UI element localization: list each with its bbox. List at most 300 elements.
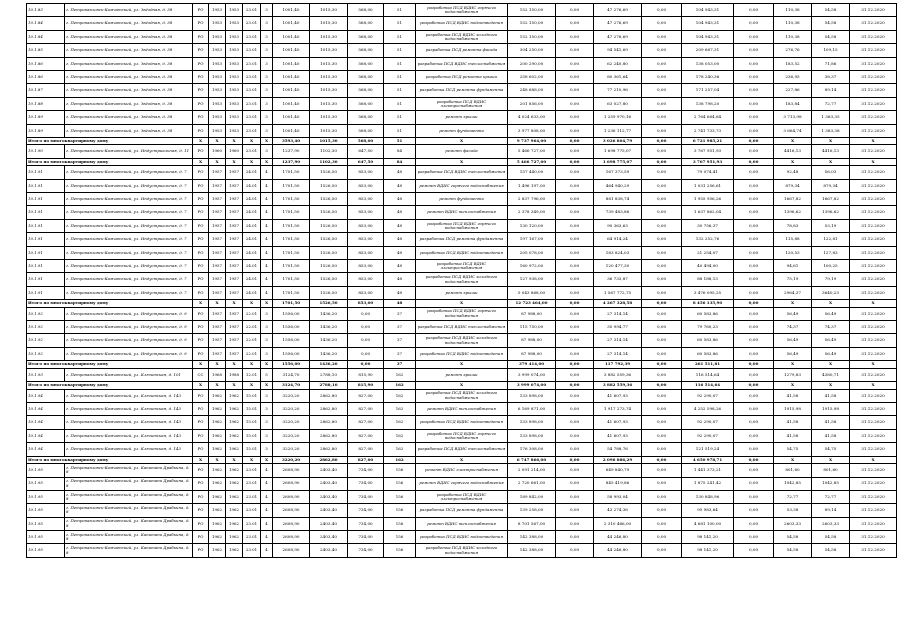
row-number: 10.1.92	[27, 321, 65, 334]
row-number: 10.1.89	[27, 111, 65, 124]
wall-material: РО	[193, 246, 209, 259]
total-label: Итого по многоквартирному дому	[27, 382, 193, 390]
cost-local: 0,00	[642, 490, 682, 503]
unit-cost: 276,76	[774, 44, 812, 57]
empty-x-mark: X	[850, 158, 897, 166]
completion-date: 31.12.2020	[850, 219, 897, 232]
owned-area: 568,00	[348, 4, 384, 17]
build-year: 1957	[209, 321, 226, 334]
total-area: 1701,50	[273, 193, 310, 206]
cost-regional: 44 246,80	[594, 544, 642, 557]
cost-owners: 3 767 951,93	[682, 145, 734, 158]
unit-cost: 227,86	[774, 84, 812, 97]
empty-x-mark: X	[243, 300, 261, 308]
empty-x-mark: X	[243, 158, 261, 166]
floors: 23.01	[243, 17, 261, 30]
table-row	[27, 179, 897, 192]
total-area: 3220,20	[273, 403, 310, 416]
row-number: 10.1.94	[27, 443, 65, 456]
cost-local: 0,00	[642, 233, 682, 246]
cost-owners: 98 141,20	[682, 544, 734, 557]
wall-material: РО	[193, 273, 209, 286]
overhaul-year: 1957	[226, 233, 243, 246]
cost-local: 0,00	[642, 57, 682, 70]
cost-local: 0,00	[642, 382, 682, 390]
living-area: 1436,20	[310, 321, 348, 334]
unit-cost: 236,95	[774, 70, 812, 83]
completion-date: 31.12.2020	[850, 443, 897, 456]
residents: 37	[384, 321, 416, 334]
empty-x-mark: X	[209, 158, 226, 166]
living-area: 1526,50	[310, 246, 348, 259]
cost-local: 0,00	[642, 456, 682, 464]
table-row	[27, 246, 897, 259]
cost-regional: 41 607,93	[594, 416, 642, 429]
living-area: 1102,30	[310, 145, 348, 158]
unit-cost: 110,38	[774, 17, 812, 30]
cost-regional: 64 914,24	[594, 233, 642, 246]
completion-date: 31.12.2020	[850, 403, 897, 416]
cost-total: 176 308,00	[508, 443, 556, 456]
entrances: 4	[261, 193, 273, 206]
wall-material: РО	[193, 260, 209, 273]
wall-material: РО	[193, 531, 209, 544]
cost-regional: 167 373,59	[594, 166, 642, 179]
cost-other: 0,00	[734, 70, 774, 83]
work-type: ремонт крыши	[416, 368, 508, 381]
capital-repair-table	[26, 3, 896, 558]
entrances: 3	[261, 30, 273, 43]
max-unit-cost: 4380,71	[812, 368, 850, 381]
cost-regional: 739 483,86	[594, 206, 642, 219]
cost-other: 0,00	[734, 544, 774, 557]
row-number: 10.1.95	[27, 477, 65, 490]
cost-other: 0,00	[734, 334, 774, 347]
wall-material: РО	[193, 464, 209, 477]
cost-owners: 60 583,86	[682, 347, 734, 360]
completion-date: 31.12.2020	[850, 416, 897, 429]
residents: 48	[384, 286, 416, 299]
cost-regional: 3 882 559,36	[594, 368, 642, 381]
living-area: 1015,30	[310, 57, 348, 70]
cost-regional: 27 314,14	[594, 334, 642, 347]
empty-x-mark: X	[774, 382, 812, 390]
build-year: 1953	[209, 97, 226, 110]
floors: 23.01	[243, 70, 261, 83]
max-unit-cost: 127,83	[812, 246, 850, 259]
residents: 162	[384, 416, 416, 429]
wall-material: РО	[193, 17, 209, 30]
completion-date: 31.12.2020	[850, 504, 897, 517]
max-unit-cost: 879,34	[812, 179, 850, 192]
cost-regional: 117 792,39	[594, 361, 642, 369]
wall-material: РО	[193, 111, 209, 124]
overhaul-year: 1957	[226, 219, 243, 232]
wall-material: РО	[193, 124, 209, 137]
total-area: 2608,90	[273, 531, 310, 544]
work-type: ремонт ВДИС теплоснабжения	[416, 403, 508, 416]
cost-federal: 0,00	[556, 389, 594, 402]
floors: 23.01	[243, 30, 261, 43]
cost-federal: 0,00	[556, 70, 594, 83]
completion-date: 31.12.2020	[850, 307, 897, 320]
empty-x-mark: X	[774, 137, 812, 145]
work-type: разработка ПСД ВДИС водоотведения	[416, 246, 508, 259]
cost-total: 2 720 661,00	[508, 477, 556, 490]
build-year: 1962	[209, 464, 226, 477]
total-area: 2608,90	[273, 464, 310, 477]
entrances: 4	[261, 179, 273, 192]
cost-owners: 171 257,04	[682, 84, 734, 97]
row-number: 10.1.87	[27, 84, 65, 97]
max-unit-cost: 54,58	[812, 30, 850, 43]
row-number: 10.1.95	[27, 464, 65, 477]
cost-total: 197 167,00	[508, 233, 556, 246]
residents: 48	[384, 260, 416, 273]
empty-x-mark: X	[850, 456, 897, 464]
house-address: г. Петропавловск-Камчатский, ул. Индустриальная, д. 7	[65, 233, 193, 246]
cost-regional: 63 027,80	[594, 97, 642, 110]
cost-owners: 4 650 978,71	[682, 456, 734, 464]
cost-regional: 1 917 273,74	[594, 403, 642, 416]
entrances: 3	[261, 334, 273, 347]
house-address: г. Петропавловск-Камчатский, ул. Индустриальная, д. 7	[65, 166, 193, 179]
unit-cost: 1396,62	[774, 206, 812, 219]
cost-regional: 58 993,04	[594, 490, 642, 503]
row-number: 10.1.91	[27, 179, 65, 192]
wall-material: РО	[193, 403, 209, 416]
cost-regional: 47 276,69	[594, 17, 642, 30]
entrances: 4	[261, 219, 273, 232]
cost-total: 12 723 464,00	[508, 300, 556, 308]
unit-cost: 183,52	[774, 57, 812, 70]
wall-material: РО	[193, 544, 209, 557]
cost-total: 201 856,00	[508, 97, 556, 110]
row-number: 10.1.84	[27, 17, 65, 30]
residents: 48	[384, 219, 416, 232]
floors: 24.01	[243, 166, 261, 179]
floors: 24.01	[243, 286, 261, 299]
house-address: г. Петропавловск-Камчатский, ул. Капитана Драбкина, д. 8	[65, 531, 193, 544]
cost-federal: 0,00	[556, 30, 594, 43]
cost-local: 0,00	[642, 517, 682, 530]
cost-regional: 27 314,14	[594, 347, 642, 360]
build-year: 1962	[209, 416, 226, 429]
cost-federal: 0,00	[556, 464, 594, 477]
residents: 51	[384, 44, 416, 57]
living-area: 2403,40	[310, 490, 348, 503]
owned-area: 647,50	[348, 145, 384, 158]
floors: 23.01	[243, 57, 261, 70]
empty-x-mark: X	[261, 382, 273, 390]
empty-x-mark: X	[193, 137, 209, 145]
table-row	[27, 504, 897, 517]
table-row	[27, 70, 897, 83]
cost-total: 142 388,00	[508, 531, 556, 544]
entrances: 3	[261, 44, 273, 57]
living-area: 1526,50	[310, 300, 348, 308]
max-unit-cost: 89,14	[812, 84, 850, 97]
cost-federal: 0,00	[556, 429, 594, 442]
cost-total: 258 602,00	[508, 70, 556, 83]
living-area: 1526,50	[310, 233, 348, 246]
total-area: 3124,70	[273, 368, 310, 381]
cost-total: 1 496 197,00	[508, 179, 556, 192]
cost-local: 0,00	[642, 97, 682, 110]
cost-other: 0,00	[734, 361, 774, 369]
wall-material: РО	[193, 389, 209, 402]
overhaul-year: 1957	[226, 273, 243, 286]
entrances: 4	[261, 260, 273, 273]
row-number: 10.1.90	[27, 145, 65, 158]
unit-cost: 2964,37	[774, 286, 812, 299]
work-type: разработка ПСД ремонта фундамента	[416, 233, 508, 246]
work-type: ремонт фундамента	[416, 124, 508, 137]
completion-date: 31.12.2020	[850, 464, 897, 477]
cost-local: 0,00	[642, 179, 682, 192]
floors: 23.01	[243, 44, 261, 57]
entrances: 3	[261, 84, 273, 97]
row-number: 10.1.92	[27, 347, 65, 360]
floors: 15.01	[243, 429, 261, 442]
living-area: 2403,40	[310, 517, 348, 530]
owned-area: 734,00	[348, 477, 384, 490]
completion-date: 31.12.2020	[850, 490, 897, 503]
cost-owners: 116 514,64	[682, 368, 734, 381]
house-address: г. Петропавловск-Камчатский, ул. Капитана Драбкина, д. 8	[65, 490, 193, 503]
cost-total: 87 988,00	[508, 334, 556, 347]
table-row	[27, 464, 897, 477]
floors: 23.01	[243, 145, 261, 158]
total-area: 2608,90	[273, 477, 310, 490]
cost-other: 0,00	[734, 286, 774, 299]
unit-cost: 92,48	[774, 166, 812, 179]
row-number: 10.1.91	[27, 219, 65, 232]
overhaul-year: 1962	[226, 389, 243, 402]
residents: 51	[384, 84, 416, 97]
build-year: 1957	[209, 307, 226, 320]
empty-x-mark: X	[209, 300, 226, 308]
total-area: 1556,00	[273, 347, 310, 360]
cost-other: 0,00	[734, 517, 774, 530]
build-year: 1962	[209, 517, 226, 530]
cost-regional: 54 788,76	[594, 443, 642, 456]
empty-x-mark: X	[850, 382, 897, 390]
floors: 24.01	[243, 273, 261, 286]
cost-regional: 77 210,96	[594, 84, 642, 97]
cost-owners: 1 031 256,61	[682, 179, 734, 192]
cost-total: 133 898,00	[508, 416, 556, 429]
cost-total: 9 737 964,00	[508, 137, 556, 145]
floors: 24.01	[243, 206, 261, 219]
empty-x-mark: X	[850, 361, 897, 369]
owned-area: 0,00	[348, 334, 384, 347]
completion-date: 31.12.2020	[850, 544, 897, 557]
cost-total: 142 388,00	[508, 544, 556, 557]
cost-total: 2 091 214,00	[508, 464, 556, 477]
cost-owners: 132 252,76	[682, 233, 734, 246]
residents: 156	[384, 504, 416, 517]
entrances: 4	[261, 286, 273, 299]
residents: 51	[384, 70, 416, 83]
overhaul-year: 1953	[226, 44, 243, 57]
work-type: разработка ПСД ВДИС теплоснабжения	[416, 166, 508, 179]
empty-x-mark: X	[243, 382, 261, 390]
owned-area: 853,00	[348, 219, 384, 232]
work-type: ремонт фундамента	[416, 193, 508, 206]
cost-total: 248 688,00	[508, 84, 556, 97]
max-unit-cost: 100,25	[812, 260, 850, 273]
house-address: г. Петропавловск-Камчатский, ул. Ключевская, д. 143	[65, 416, 193, 429]
total-row	[27, 300, 897, 308]
table-row	[27, 544, 897, 557]
empty-x-mark: X	[416, 300, 508, 308]
cost-owners: 104 943,31	[682, 4, 734, 17]
cost-owners: 98 141,20	[682, 531, 734, 544]
house-address: г. Петропавловск-Камчатский, ул. Индустриальная, д. 9	[65, 334, 193, 347]
row-number: 10.1.92	[27, 334, 65, 347]
work-type: ремонт ВДИС горячего водоснабжения	[416, 477, 508, 490]
cost-federal: 0,00	[556, 179, 594, 192]
house-address: г. Петропавловск-Камчатский, ул. Индустриальная, д. 9	[65, 347, 193, 360]
unit-cost: 72,77	[774, 490, 812, 503]
total-area: 1556,00	[273, 307, 310, 320]
cost-local: 0,00	[642, 416, 682, 429]
cost-regional: 80 361,64	[594, 70, 642, 83]
wall-material: РО	[193, 4, 209, 17]
house-address: г. Петропавловск-Камчатский, ул. Звёздная, д. 38	[65, 84, 193, 97]
floors: 22.01	[243, 321, 261, 334]
owned-area: 568,00	[348, 84, 384, 97]
completion-date: 31.12.2020	[850, 17, 897, 30]
empty-x-mark: X	[774, 361, 812, 369]
floors: 12.01	[243, 368, 261, 381]
cost-owners: 92 290,07	[682, 389, 734, 402]
house-address: г. Петропавловск-Камчатский, ул. Капитана Драбкина, д. 8	[65, 464, 193, 477]
cost-local: 0,00	[642, 166, 682, 179]
floors: 23.01	[243, 84, 261, 97]
entrances: 4	[261, 531, 273, 544]
work-type: ремонт крыши	[416, 286, 508, 299]
cost-federal: 0,00	[556, 307, 594, 320]
row-number: 10.1.94	[27, 416, 65, 429]
cost-owners: 2 741 733,73	[682, 124, 734, 137]
floors: 15.01	[243, 389, 261, 402]
entrances: 3	[261, 124, 273, 137]
cost-regional: 183 824,03	[594, 246, 642, 259]
cost-owners: 60 583,86	[682, 334, 734, 347]
total-area: 3220,20	[273, 456, 310, 464]
cost-total: 152 150,00	[508, 4, 556, 17]
cost-total: 130 120,00	[508, 219, 556, 232]
max-unit-cost: 74,37	[812, 321, 850, 334]
cost-federal: 0,00	[556, 286, 594, 299]
residents: 48	[384, 166, 416, 179]
owned-area: 0,00	[348, 347, 384, 360]
table-row	[27, 490, 897, 503]
overhaul-year: 1953	[226, 111, 243, 124]
max-unit-cost: 72,77	[812, 97, 850, 110]
wall-material: РО	[193, 429, 209, 442]
living-area: 1526,50	[310, 206, 348, 219]
entrances: 3	[261, 57, 273, 70]
cost-federal: 0,00	[556, 361, 594, 369]
cost-federal: 0,00	[556, 443, 594, 456]
owned-area: 827,00	[348, 429, 384, 442]
house-address: г. Петропавловск-Камчатский, ул. Индустриальная, д. 7	[65, 219, 193, 232]
cost-regional: 41 607,93	[594, 389, 642, 402]
work-type: ремонт ВДИС горячего водоснабжения	[416, 179, 508, 192]
residents: 162	[384, 389, 416, 402]
empty-x-mark: X	[209, 361, 226, 369]
work-type: ремонт ВДИС теплоснабжения	[416, 206, 508, 219]
cost-total: 304 250,00	[508, 44, 556, 57]
cost-regional: 47 276,69	[594, 4, 642, 17]
cost-local: 0,00	[642, 403, 682, 416]
living-area: 1015,30	[310, 137, 348, 145]
wall-material: РО	[193, 334, 209, 347]
residents: 51	[384, 57, 416, 70]
completion-date: 31.12.2020	[850, 70, 897, 83]
wall-material: РО	[193, 206, 209, 219]
wall-material: РО	[193, 321, 209, 334]
cost-other: 0,00	[734, 456, 774, 464]
living-area: 2862,80	[310, 416, 348, 429]
living-area: 2862,80	[310, 443, 348, 456]
table-row	[27, 260, 897, 273]
total-row	[27, 361, 897, 369]
cost-federal: 0,00	[556, 321, 594, 334]
unit-cost: 3 664,74	[774, 124, 812, 137]
cost-regional: 43 274,36	[594, 504, 642, 517]
owned-area: 568,00	[348, 70, 384, 83]
max-unit-cost: 89,14	[812, 504, 850, 517]
build-year: 1957	[209, 219, 226, 232]
work-type: разработка ПСД ВДИС теплоснабжения	[416, 321, 508, 334]
residents: 51	[384, 137, 416, 145]
house-address: г. Петропавловск-Камчатский, ул. Ключевская, д. 143	[65, 429, 193, 442]
cost-local: 0,00	[642, 273, 682, 286]
empty-x-mark: X	[193, 456, 209, 464]
cost-local: 0,00	[642, 145, 682, 158]
cost-local: 0,00	[642, 531, 682, 544]
empty-x-mark: X	[812, 137, 850, 145]
build-year: 1957	[209, 260, 226, 273]
living-area: 1015,30	[310, 111, 348, 124]
living-area: 1436,20	[310, 307, 348, 320]
owned-area: 568,00	[348, 57, 384, 70]
completion-date: 31.12.2020	[850, 389, 897, 402]
work-type: разработка ПСД ВДИС холодного водоснабжения	[416, 273, 508, 286]
cost-other: 0,00	[734, 300, 774, 308]
build-year: 1953	[209, 84, 226, 97]
house-address: г. Петропавловск-Камчатский, ул. Индустриальная, д. 9	[65, 307, 193, 320]
house-address: г. Петропавловск-Камчатский, ул. Звёздная, д. 38	[65, 4, 193, 17]
empty-x-mark: X	[812, 300, 850, 308]
completion-date: 31.12.2020	[850, 4, 897, 17]
total-area: 1701,50	[273, 286, 310, 299]
build-year: 1962	[209, 429, 226, 442]
cost-owners: 138 053,00	[682, 57, 734, 70]
house-address: г. Петропавловск-Камчатский, ул. Звёздная, д. 38	[65, 57, 193, 70]
overhaul-year: 1953	[226, 30, 243, 43]
residents: 84	[384, 158, 416, 166]
completion-date: 31.12.2020	[850, 111, 897, 124]
work-type: ремонт ВДИС электроснабжения	[416, 464, 508, 477]
max-unit-cost: 54,58	[812, 17, 850, 30]
total-area: 1556,00	[273, 321, 310, 334]
table-row	[27, 273, 897, 286]
